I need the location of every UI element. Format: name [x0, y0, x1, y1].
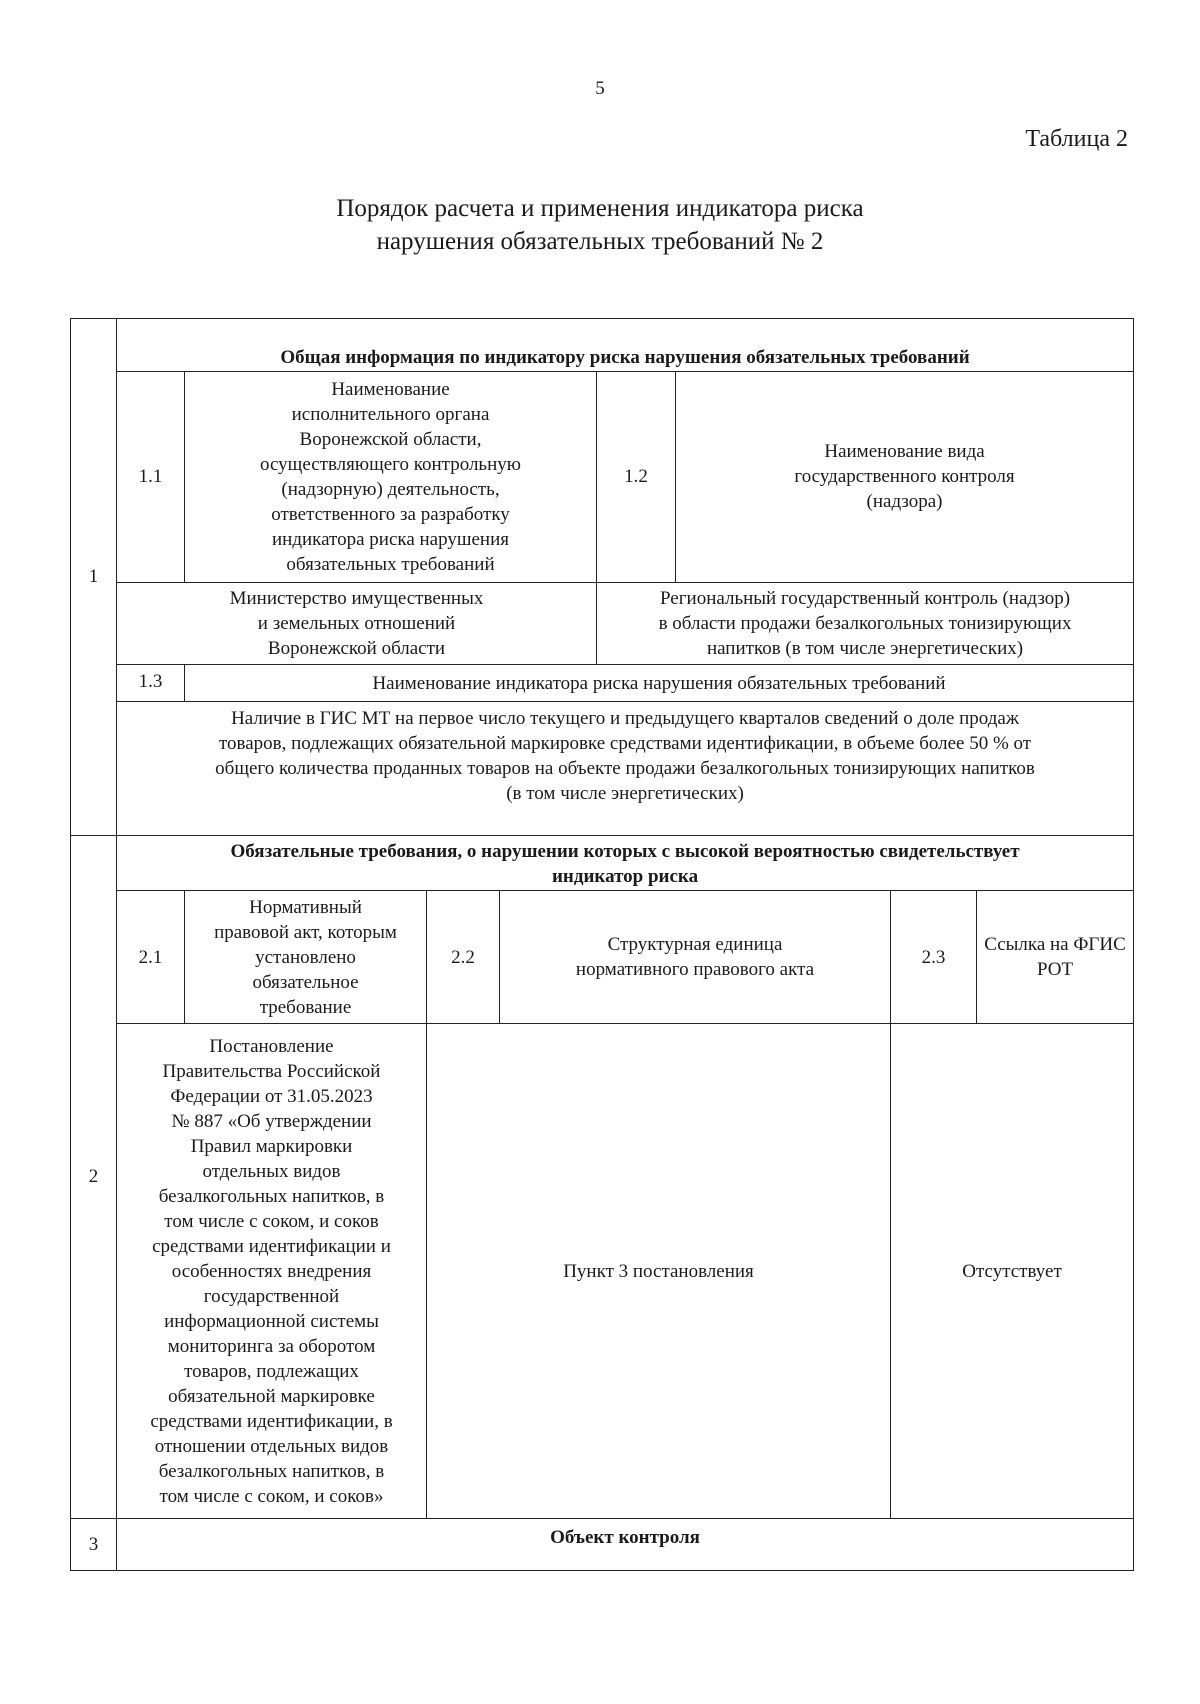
col-2-1-label: Нормативный правовой акт, которым установлено обязательное требование — [185, 891, 427, 1024]
item-1-1-label: Наименование исполнительного органа Воронежской области, осуществляющего контрольную (надзорную) деятельность, ответственного за разработку индикатора риска нарушения обязательных требований — [185, 372, 597, 582]
item-1-2-label: Наименование вида государственного контроля (надзора) — [676, 372, 1134, 582]
section-3-number: 3 — [71, 1518, 117, 1570]
item-1-2-value: Региональный государственный контроль (надзор) в области продажи безалкогольных тонизирующих напитков (в том числе энергетических) — [597, 582, 1134, 664]
structural-unit-cell: Пункт 3 постановления — [427, 1024, 891, 1518]
fgis-link-cell: Отсутствует — [891, 1024, 1134, 1518]
title-line: нарушения обязательных требований № 2 — [376, 228, 824, 255]
item-1-1-number: 1.1 — [117, 372, 185, 582]
table-caption: Таблица 2 — [1025, 126, 1128, 152]
page-number: 5 — [595, 78, 605, 99]
col-2-2-label: Структурная единица нормативного правового акта — [500, 891, 891, 1024]
item-1-1-value: Министерство имущественных и земельных отношений Воронежской области — [117, 582, 597, 664]
indicator-table — [70, 318, 1134, 1571]
col-2-3-number: 2.3 — [891, 891, 977, 1024]
title-line: Порядок расчета и применения индикатора риска — [336, 195, 864, 222]
col-2-1-number: 2.1 — [117, 891, 185, 1024]
item-1-2-number: 1.2 — [597, 372, 676, 582]
section-1-number: 1 — [71, 319, 117, 836]
col-2-2-number: 2.2 — [427, 891, 500, 1024]
section-1-heading: Общая информация по индикатору риска нарушения обязательных требований — [117, 319, 1134, 372]
legal-act-cell: Постановление Правительства Российской Федерации от 31.05.2023 № 887 «Об утверждении Правил маркировки отдельных видов безалкогольных напитков, в том числе с соком, и соков средствами идентификации и особенностях внедрения государственной информационной системы мониторинга за оборотом товаров, подлежащих обязательной маркировке средствами идентификации, в отношении отдельных видов безалкогольных напитков, в том числе с соком, и соков» — [117, 1024, 427, 1518]
document-title — [0, 192, 1200, 258]
section-3-heading: Объект контроля — [117, 1518, 1134, 1570]
section-2-heading: Обязательные требования, о нарушении которых с высокой вероятностью свидетельствует индикатор риска — [117, 835, 1134, 890]
item-1-3-value: Наличие в ГИС МТ на первое число текущего и предыдущего кварталов сведений о доле продаж товаров, подлежащих обязательной маркировке средствами идентификации, в объеме более 50 % от общего количества проданных товаров на объекте продажи безалкогольных тонизирующих напитков (в том числе энергетических) — [117, 702, 1134, 835]
col-2-3-label: Ссылка на ФГИС РОТ — [977, 891, 1134, 1024]
item-1-3-number: 1.3 — [117, 664, 185, 702]
section-2-number: 2 — [71, 835, 117, 1518]
item-1-3-label: Наименование индикатора риска нарушения обязательных требований — [185, 664, 1134, 702]
